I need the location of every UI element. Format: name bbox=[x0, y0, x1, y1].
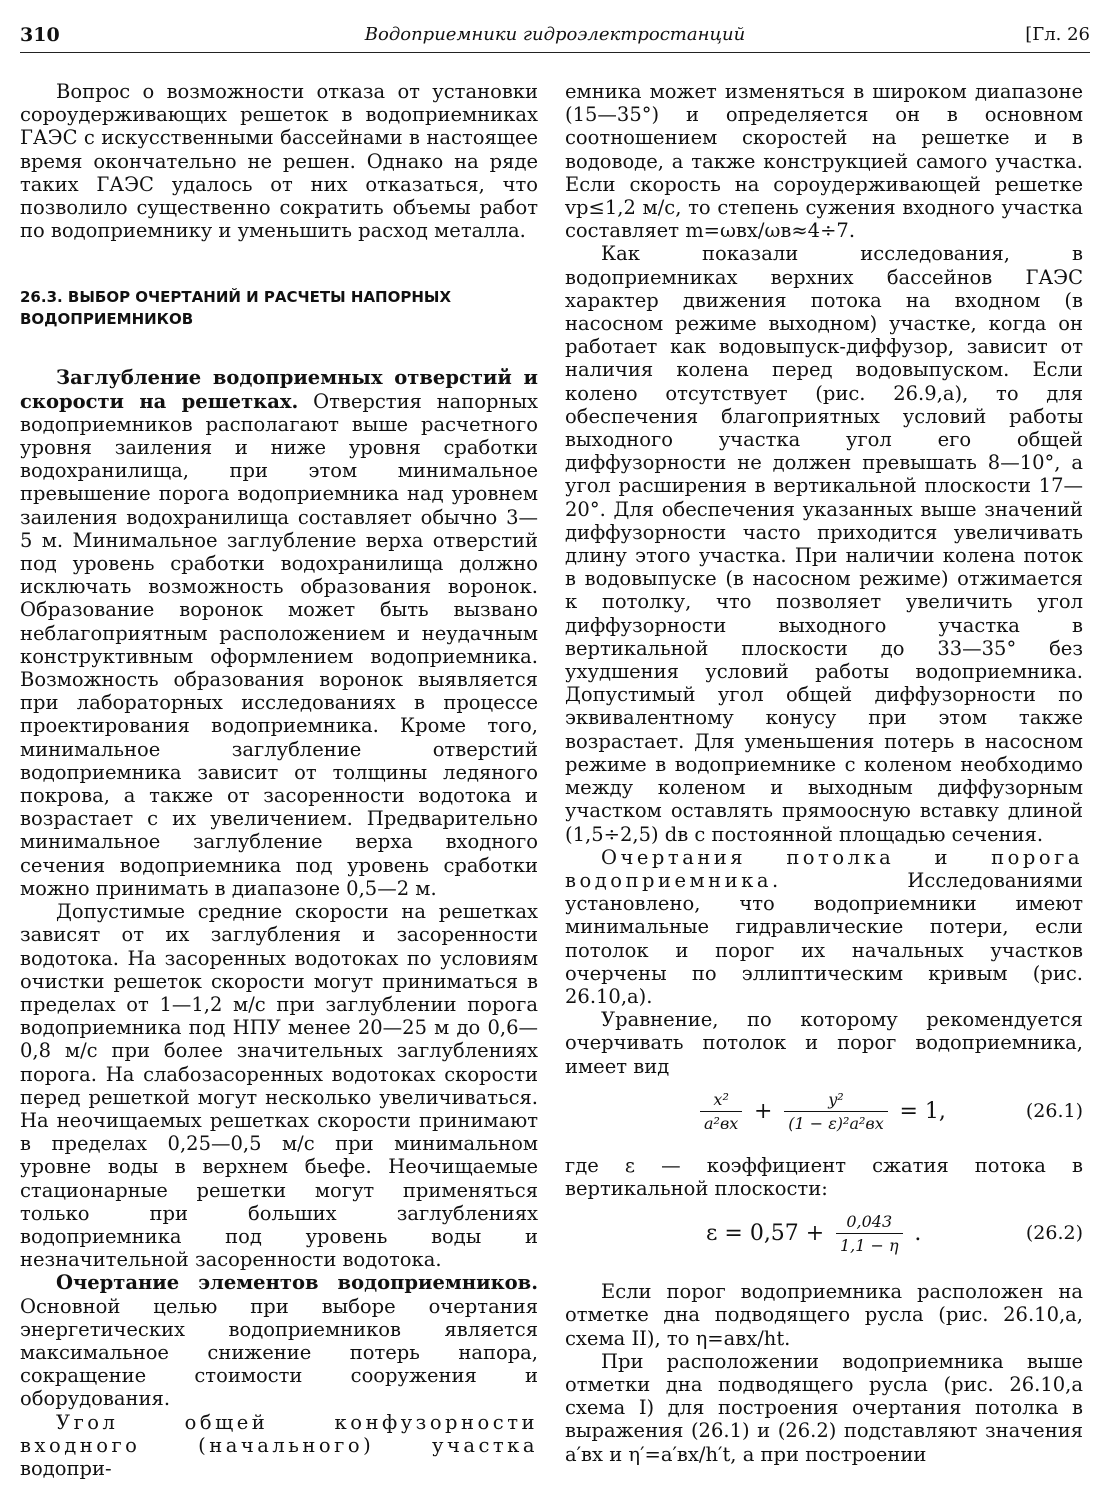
paragraph-body: Отверстия напорных водоприемников располагают выше расчетного уровня заиления и ниже уровня сработки водохранилища, при этом минимальное превышение порога водоприемника над уровнем заиления водохранилища составляет обычно 3—5 м. Минимальное заглубление верха отверстий под уровень сработки водохранилища должно исключать возможность образования воронок. Образование воронок может быть вызвано неблагоприятным расположением и неудачным конструктивным оформлением водоприемника. Возможность образования воронок выявляется при лабораторных исследованиях в процессе проектирования водоприемника. Кроме того, минимальное заглубление отверстий водоприемника зависит от толщины ледяного покрова, а также от засоренности водотока и возрастает с их увеличением. Предварительно минимальное заглубление верха входного сечения водоприемника под уровень сработки можно принимать в диапазоне 0,5—2 м. bbox=[20, 389, 538, 900]
page-number: 310 bbox=[20, 24, 60, 46]
paragraph: При расположении водоприемника выше отметки дна подводящего русла (рис. 26.10,а схема I) для построения очертания потолка в выражения (26.1) и (26.2) подставляют значения a′вх и η′=a′вх/h′t, а при построении bbox=[565, 1349, 1083, 1466]
fraction bbox=[700, 1088, 742, 1135]
numerator: x² bbox=[700, 1088, 742, 1112]
equation-tail: . bbox=[914, 1221, 922, 1247]
numerator: y² bbox=[784, 1088, 888, 1112]
equation-26-1 bbox=[565, 1088, 1083, 1144]
equation-26-2 bbox=[565, 1210, 1083, 1266]
denominator: 1,1 − η bbox=[839, 1236, 899, 1256]
denominator: a²вх bbox=[704, 1113, 739, 1133]
paragraph bbox=[20, 1411, 538, 1481]
paragraph bbox=[20, 366, 538, 900]
running-header bbox=[20, 22, 1090, 53]
section-heading: 26.3. ВЫБОР ОЧЕРТАНИЙ И РАСЧЕТЫ НАПОРНЫХ ВОДОПРИЕМНИКОВ bbox=[20, 288, 452, 329]
chapter-label: [Гл. 26 bbox=[1025, 24, 1090, 45]
spaced-heading: Угол общей конфузорности входного (начального) участка bbox=[20, 1410, 538, 1457]
paragraph bbox=[565, 846, 1083, 1008]
paragraph bbox=[20, 1271, 538, 1410]
equation-expression bbox=[700, 1088, 952, 1135]
equation-expression bbox=[700, 1210, 927, 1257]
paragraph-body: водопри- bbox=[20, 1456, 112, 1480]
paragraph: Допустимые средние скорости на решетках зависят от их заглубления и засоренности водотока. На засоренных водотоках по условиям очистки решеток скорости могут приниматься в пределах от 1—1,2 м/с при заглублении порога водоприемника под НПУ менее 20—25 м до 0,6—0,8 м/с при более значительных заглублениях порога. На слабозасоренных водотоках скорости перед решеткой могут несколько увеличиваться. На неочищаемых решетках скорости принимают в пределах 0,25—0,5 м/с при минимальном уровне воды в верхнем бьефе. Неочищаемые стационарные решетки могут применяться только при больших заглублениях водоприемника под уровень воды и незначительной засоренности водотока. bbox=[20, 900, 538, 1272]
equation-rhs: = 1, bbox=[899, 1098, 946, 1124]
equation-number: (26.1) bbox=[1025, 1099, 1083, 1122]
paragraph-body: Основной целью при выборе очертания энергетических водоприемников является максимальное снижение потерь напора, сокращение стоимости сооружения и оборудования. bbox=[20, 1294, 538, 1411]
paragraph: Если порог водоприемника расположен на отметке дна подводящего русла (рис. 26.10,а, схема II), то η=aвх/ht. bbox=[565, 1280, 1083, 1350]
paragraph: Уравнение, по которому рекомендуется очерчивать потолок и порог водоприемника, имеет вид bbox=[565, 1008, 1083, 1078]
fraction bbox=[784, 1088, 888, 1135]
paragraph: Как показали исследования, в водоприемниках верхних бассейнов ГАЭС характер движения потока на входном (в насосном режиме выходном) участке, когда он работает как водовыпуск-диффузор, зависит от наличия колена перед водовыпуском. Если колено отсутствует (рис. 26.9,а), то для обеспечения благоприятных условий работы выходного участка угол его общей диффузорности не должен превышать 8—10°, а угол расширения в вертикальной плоскости 17—20°. Для обеспечения указанных выше значений диффузорности часто приходится увеличивать длину этого участка. При наличии колена поток в водовыпуске (в насосном режиме) отжимается к потолку, что позволяет увеличить угол диффузорности выходного участка в вертикальной плоскости до 33—35° без ухудшения условий работы водоприемника. Допустимый угол общей диффузорности по эквивалентному конусу при этом также возрастает. Для уменьшения потерь в насосном режиме в водоприемнике с коленом необходимо между коленом и выходным диффузорным участком оставлять прямоосную вставку длиной (1,5÷2,5) dв с постоянной площадью сечения. bbox=[565, 242, 1083, 846]
right-column bbox=[565, 80, 1083, 1466]
paragraph: где ε — коэффициент сжатия потока в вертикальной плоскости: bbox=[565, 1153, 1083, 1200]
equation-lhs: ε = 0,57 + bbox=[706, 1221, 825, 1247]
paragraph: Вопрос о возможности отказа от установки сороудерживающих решеток в водоприемниках ГАЭС с искусственными бассейнами в настоящее время окончательно не решен. Однако на ряде таких ГАЭС удалось от них отказаться, что позволило существенно сократить объемы работ по водоприемнику и уменьшить расход металла. bbox=[20, 80, 538, 243]
paragraph-body: Исследованиями установлено, что водоприемники имеют минимальные гидравлические потери, если потолок и порог их начальных участков очерчены по эллиптическим кривым (рис. 26.10,а). bbox=[565, 868, 1083, 1008]
numerator: 0,043 bbox=[836, 1210, 903, 1234]
running-title: Водоприемники гидроэлектростанций bbox=[364, 24, 746, 45]
left-column bbox=[20, 80, 538, 1480]
fraction bbox=[836, 1210, 903, 1257]
plus-sign: + bbox=[754, 1098, 773, 1124]
equation-number: (26.2) bbox=[1025, 1222, 1083, 1245]
denominator: (1 − ε)²a²вх bbox=[788, 1113, 884, 1133]
paragraph: емника может изменяться в широком диапазоне (15—35°) и определяется он в основном соотношением скоростей на решетке и в водоводе, а также конструкцией самого участка. Если скорость на сороудерживающей решетке vр≤1,2 м/с, то степень сужения входного участка составляет m=ωвх/ωв≈4÷7. bbox=[565, 80, 1083, 243]
run-in-heading: Заглубление водоприемных отверстий и скорости на решетках. bbox=[20, 366, 538, 413]
run-in-heading: Очертание элементов водоприемников. bbox=[56, 1271, 538, 1295]
spaced-heading: Очертания потолка и порога водоприемника. bbox=[565, 845, 1083, 892]
